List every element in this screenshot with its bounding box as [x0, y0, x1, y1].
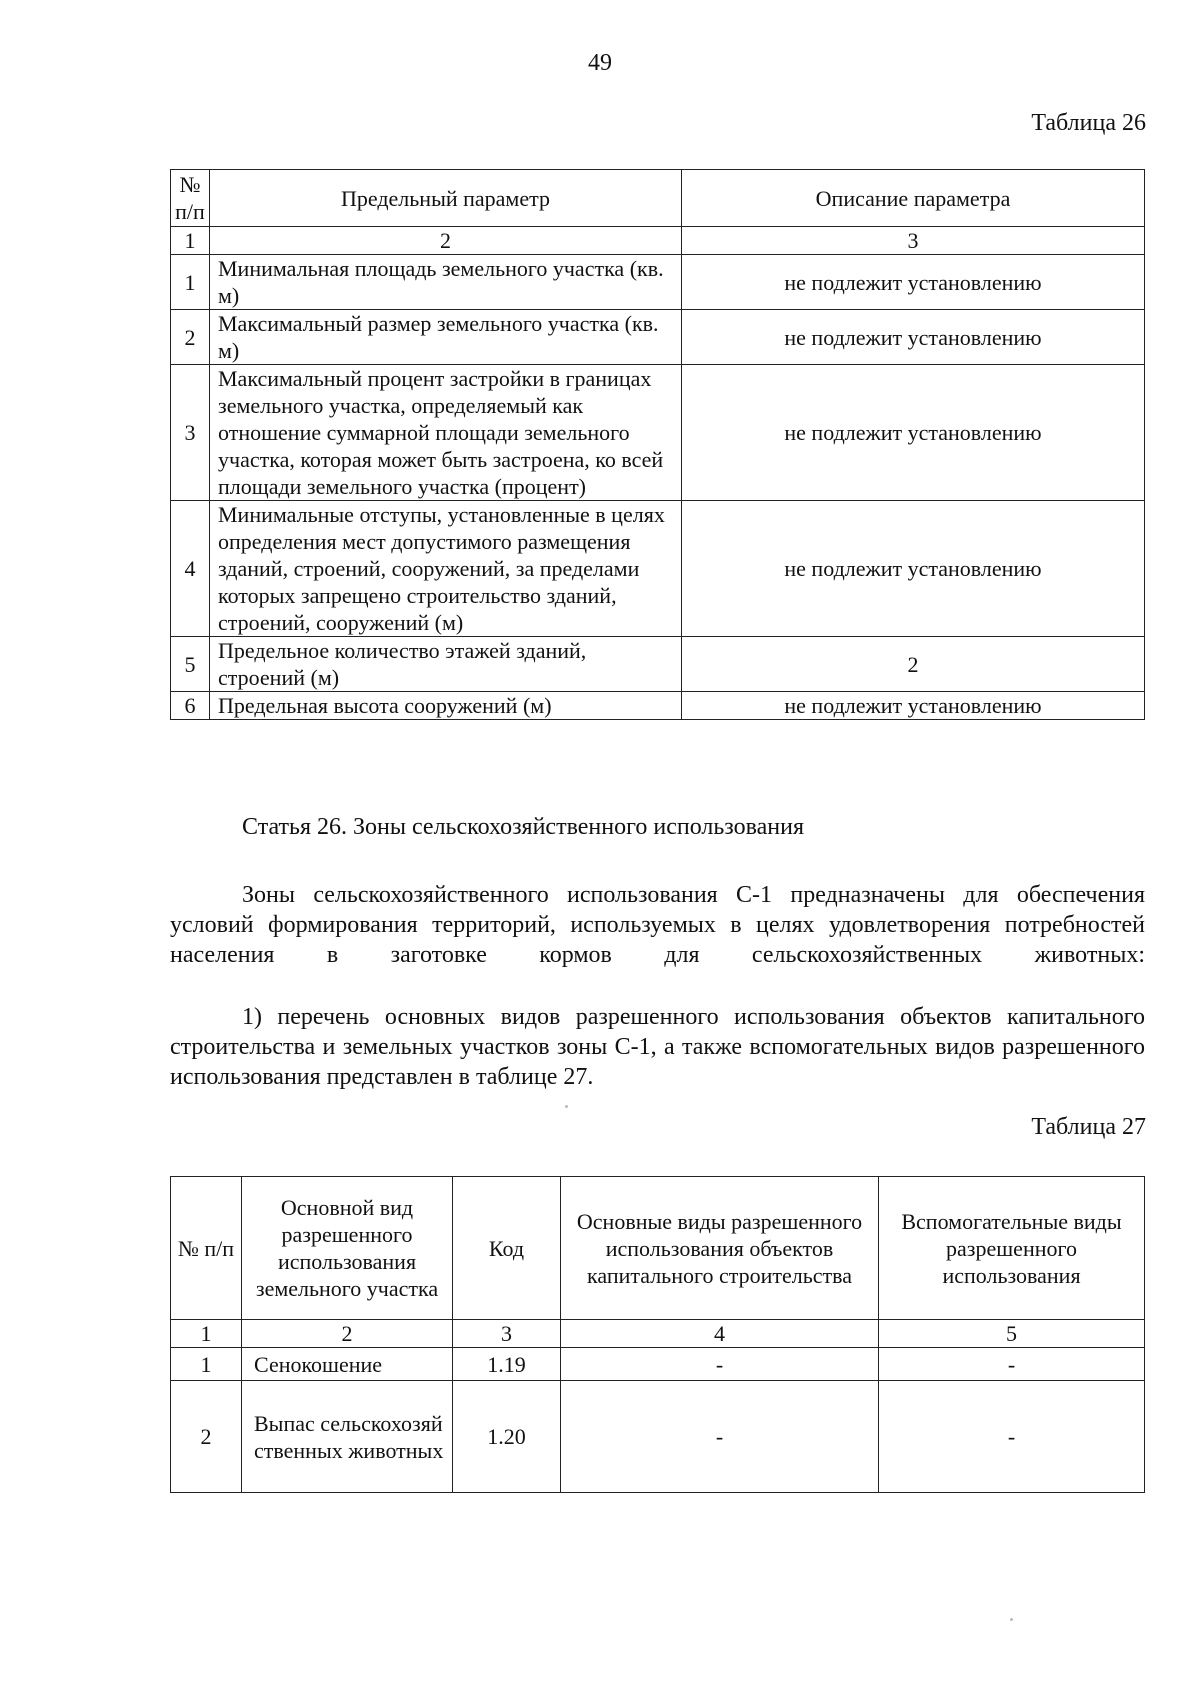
col-number: 1	[171, 227, 210, 255]
scan-speck	[565, 1105, 568, 1108]
land-use-cell: Сенокошение	[242, 1348, 453, 1381]
col-number: 5	[879, 1320, 1145, 1348]
table-row	[171, 1381, 1145, 1493]
table-row	[171, 501, 1145, 637]
row-number: 2	[171, 1381, 242, 1493]
col-number: 3	[453, 1320, 561, 1348]
table-26-column-numbers	[171, 227, 1145, 255]
col-number: 2	[210, 227, 682, 255]
col-number: 2	[242, 1320, 453, 1348]
row-number: 4	[171, 501, 210, 637]
article-paragraph-1	[170, 880, 1145, 970]
param-cell: Максимальный размер земельного участка (кв. м)	[210, 310, 682, 365]
table-row	[171, 310, 1145, 365]
param-cell: Максимальный процент застройки в границах земельного участка, определяемый как отношение суммарной площади земельного участка, которая может быть застроена, ко всей площади земельного участка (процент)	[210, 365, 682, 501]
table-row	[171, 692, 1145, 720]
row-number: 2	[171, 310, 210, 365]
table-26-header-param: Предельный параметр	[210, 170, 682, 227]
table-26-header-num: № п/п	[171, 170, 210, 227]
table-row	[171, 637, 1145, 692]
row-number: 1	[171, 255, 210, 310]
row-number: 1	[171, 1348, 242, 1381]
article-paragraph-2	[170, 1002, 1145, 1092]
table-27-header-num: № п/п	[171, 1177, 242, 1320]
desc-cell: не подлежит установлению	[682, 501, 1145, 637]
param-cell: Минимальные отступы, установленные в целях определения мест допустимого размещения зданий, строений, сооружений, за пределами которых запрещено строительство зданий, строений, сооружений (м)	[210, 501, 682, 637]
table-row	[171, 365, 1145, 501]
paragraph-2-text: 1) перечень основных видов разрешенного использования объектов капитального строительства и земельных участков зоны С-1, а также вспомогательных видов разрешенного использования представлен в таблице 27.	[170, 1004, 1145, 1090]
code-cell: 1.19	[453, 1348, 561, 1381]
table-27	[170, 1176, 1145, 1493]
desc-cell: не подлежит установлению	[682, 692, 1145, 720]
col-number: 3	[682, 227, 1145, 255]
param-cell: Предельная высота сооружений (м)	[210, 692, 682, 720]
col-number: 1	[171, 1320, 242, 1348]
aux-use-cell: -	[879, 1381, 1145, 1493]
main-use-cell: -	[561, 1348, 879, 1381]
table-27-column-numbers	[171, 1320, 1145, 1348]
code-cell: 1.20	[453, 1381, 561, 1493]
row-number: 6	[171, 692, 210, 720]
table-27-header-code: Код	[453, 1177, 561, 1320]
table-27-header-auxiliary-use: Вспомогательные виды разрешенного использования	[879, 1177, 1145, 1320]
table-27-header-main-construction-use: Основные виды разрешенного использования объектов капитального строительства	[561, 1177, 879, 1320]
table-27-header-main-land-use: Основной вид разрешенного использования земельного участка	[242, 1177, 453, 1320]
row-number: 3	[171, 365, 210, 501]
page-number: 49	[588, 50, 612, 76]
desc-cell: 2	[682, 637, 1145, 692]
main-use-cell: -	[561, 1381, 879, 1493]
table-row	[171, 1348, 1145, 1381]
desc-cell: не подлежит установлению	[682, 310, 1145, 365]
desc-cell: не подлежит установлению	[682, 255, 1145, 310]
table-26-caption: Таблица 26	[1031, 110, 1146, 136]
param-cell: Минимальная площадь земельного участка (кв. м)	[210, 255, 682, 310]
table-row	[171, 255, 1145, 310]
table-26-header-desc: Описание параметра	[682, 170, 1145, 227]
paragraph-1-text: Зоны сельскохозяйственного использования С-1 предназначены для обеспечения условий формирования территорий, используемых в целях удовлетворения потребностей населения в заготовке кормов для сельскохозяйственных животных:	[170, 882, 1145, 968]
article-heading: Статья 26. Зоны сельскохозяйственного использования	[242, 814, 805, 840]
land-use-cell: Выпас сельскохозяйственных животных	[242, 1381, 453, 1493]
aux-use-cell: -	[879, 1348, 1145, 1381]
col-number: 4	[561, 1320, 879, 1348]
param-cell: Предельное количество этажей зданий, строений (м)	[210, 637, 682, 692]
table-26	[170, 169, 1145, 720]
desc-cell: не подлежит установлению	[682, 365, 1145, 501]
scan-speck	[1010, 1618, 1013, 1621]
row-number: 5	[171, 637, 210, 692]
table-27-caption: Таблица 27	[1031, 1114, 1146, 1140]
